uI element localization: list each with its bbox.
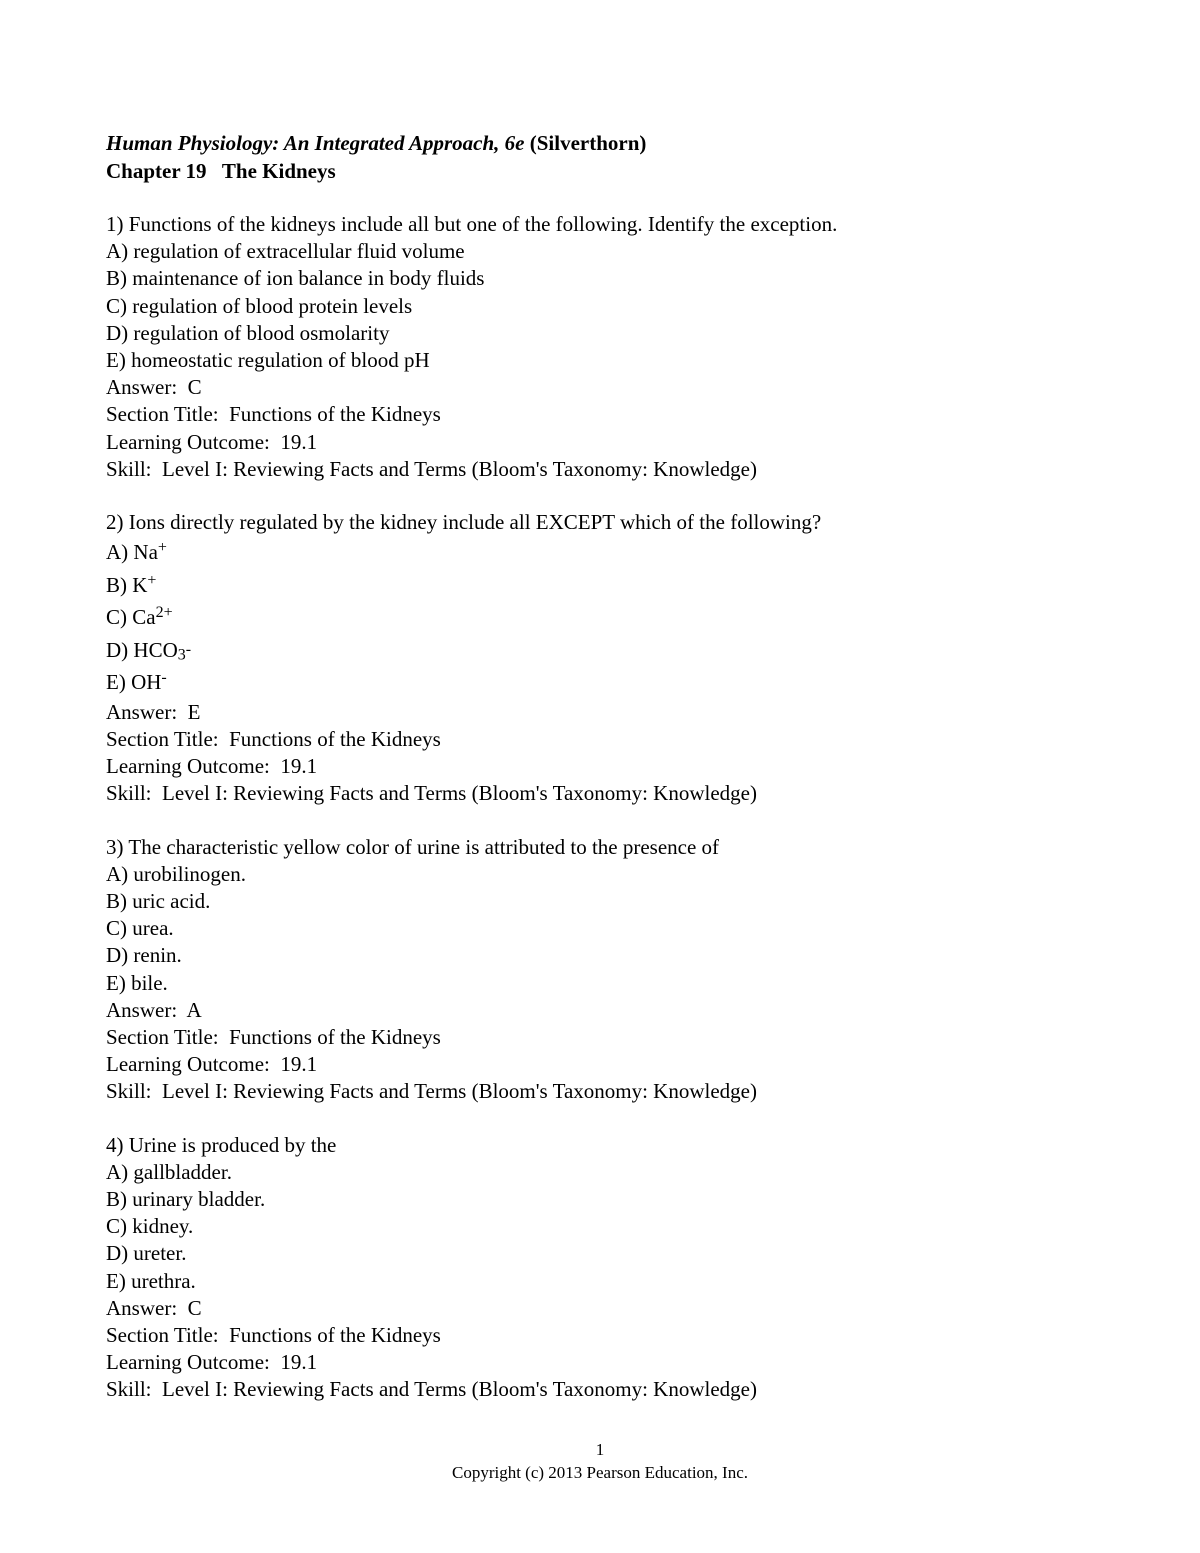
option-b: B) urinary bladder. [106,1186,266,1211]
page-number: 1 [595,1440,605,1459]
option-a: A) urobilinogen. [106,861,246,886]
option-e: E) bile. [106,970,168,995]
section-title: Section Title: Functions of the Kidneys [106,402,441,427]
option-a [106,536,1106,569]
ion-charge: + [157,539,167,557]
answer: Answer: A [106,997,202,1022]
learning-outcome: Learning Outcome: 19.1 [106,1052,318,1077]
chapter-heading: Chapter 19 The Kidneys [106,159,336,183]
option-e: E) homeostatic regulation of blood pH [106,348,430,373]
option-text: C) Ca [106,605,156,630]
answer: Answer: C [106,1295,202,1320]
answer: Answer: C [106,375,202,400]
book-author: (Silverthorn) [524,131,647,155]
copyright-notice: Copyright (c) 2013 Pearson Education, Inc. [451,1463,748,1482]
question-2 [106,509,1106,808]
option-a: A) regulation of extracellular fluid volume [106,239,465,264]
ion-charge: - [161,669,167,687]
skill: Skill: Level I: Reviewing Facts and Terms (Bloom's Taxonomy: Knowledge) [106,1079,757,1104]
option-text: A) Na [106,540,158,565]
option-e: E) urethra. [106,1268,196,1293]
option-text: E) OH [106,670,162,695]
section-title: Section Title: Functions of the Kidneys [106,1024,441,1049]
option-text: B) K [106,572,148,597]
option-d: D) regulation of blood osmolarity [106,320,390,345]
ion-charge: 2+ [155,604,173,622]
option-c: C) urea. [106,916,174,941]
page-content [106,129,1106,1404]
option-b: B) uric acid. [106,888,211,913]
option-c: C) regulation of blood protein levels [106,293,413,318]
option-text: D) HCO [106,637,178,662]
option-d: D) ureter. [106,1241,187,1266]
learning-outcome: Learning Outcome: 19.1 [106,754,318,779]
ion-charge: + [147,571,157,589]
section-title: Section Title: Functions of the Kidneys [106,1323,441,1347]
question-4 [106,1132,1106,1404]
learning-outcome: Learning Outcome: 19.1 [106,429,318,454]
answer: Answer: E [106,699,201,724]
ion-subscript: 3 [177,646,186,664]
skill: Skill: Level I: Reviewing Facts and Terms (Bloom's Taxonomy: Knowledge) [106,1377,757,1402]
question-3 [106,834,1106,1106]
question-stem: 4) Urine is produced by the [106,1132,337,1157]
option-b: B) maintenance of ion balance in body fluids [106,266,485,291]
section-title: Section Title: Functions of the Kidneys [106,726,441,751]
option-e [106,666,1106,699]
ion-charge: - [185,640,192,658]
skill: Skill: Level I: Reviewing Facts and Terms (Bloom's Taxonomy: Knowledge) [106,456,757,481]
skill: Skill: Level I: Reviewing Facts and Terms (Bloom's Taxonomy: Knowledge) [106,781,757,806]
question-stem: 3) The characteristic yellow color of urine is attributed to the presence of [106,834,720,859]
option-c: C) kidney. [106,1214,194,1239]
question-1 [106,211,1106,483]
book-title [106,129,1106,157]
learning-outcome: Learning Outcome: 19.1 [106,1350,318,1375]
option-d [106,634,1106,667]
option-a: A) gallbladder. [106,1159,232,1184]
question-stem: 2) Ions directly regulated by the kidney include all EXCEPT which of the following? [106,510,822,535]
book-title-italic: Human Physiology: An Integrated Approach, 6e [106,131,525,155]
option-b [106,569,1106,602]
question-stem: 1) Functions of the kidneys include all but one of the following. Identify the exception. [106,212,838,236]
option-c [106,601,1106,634]
option-d: D) renin. [106,943,182,968]
